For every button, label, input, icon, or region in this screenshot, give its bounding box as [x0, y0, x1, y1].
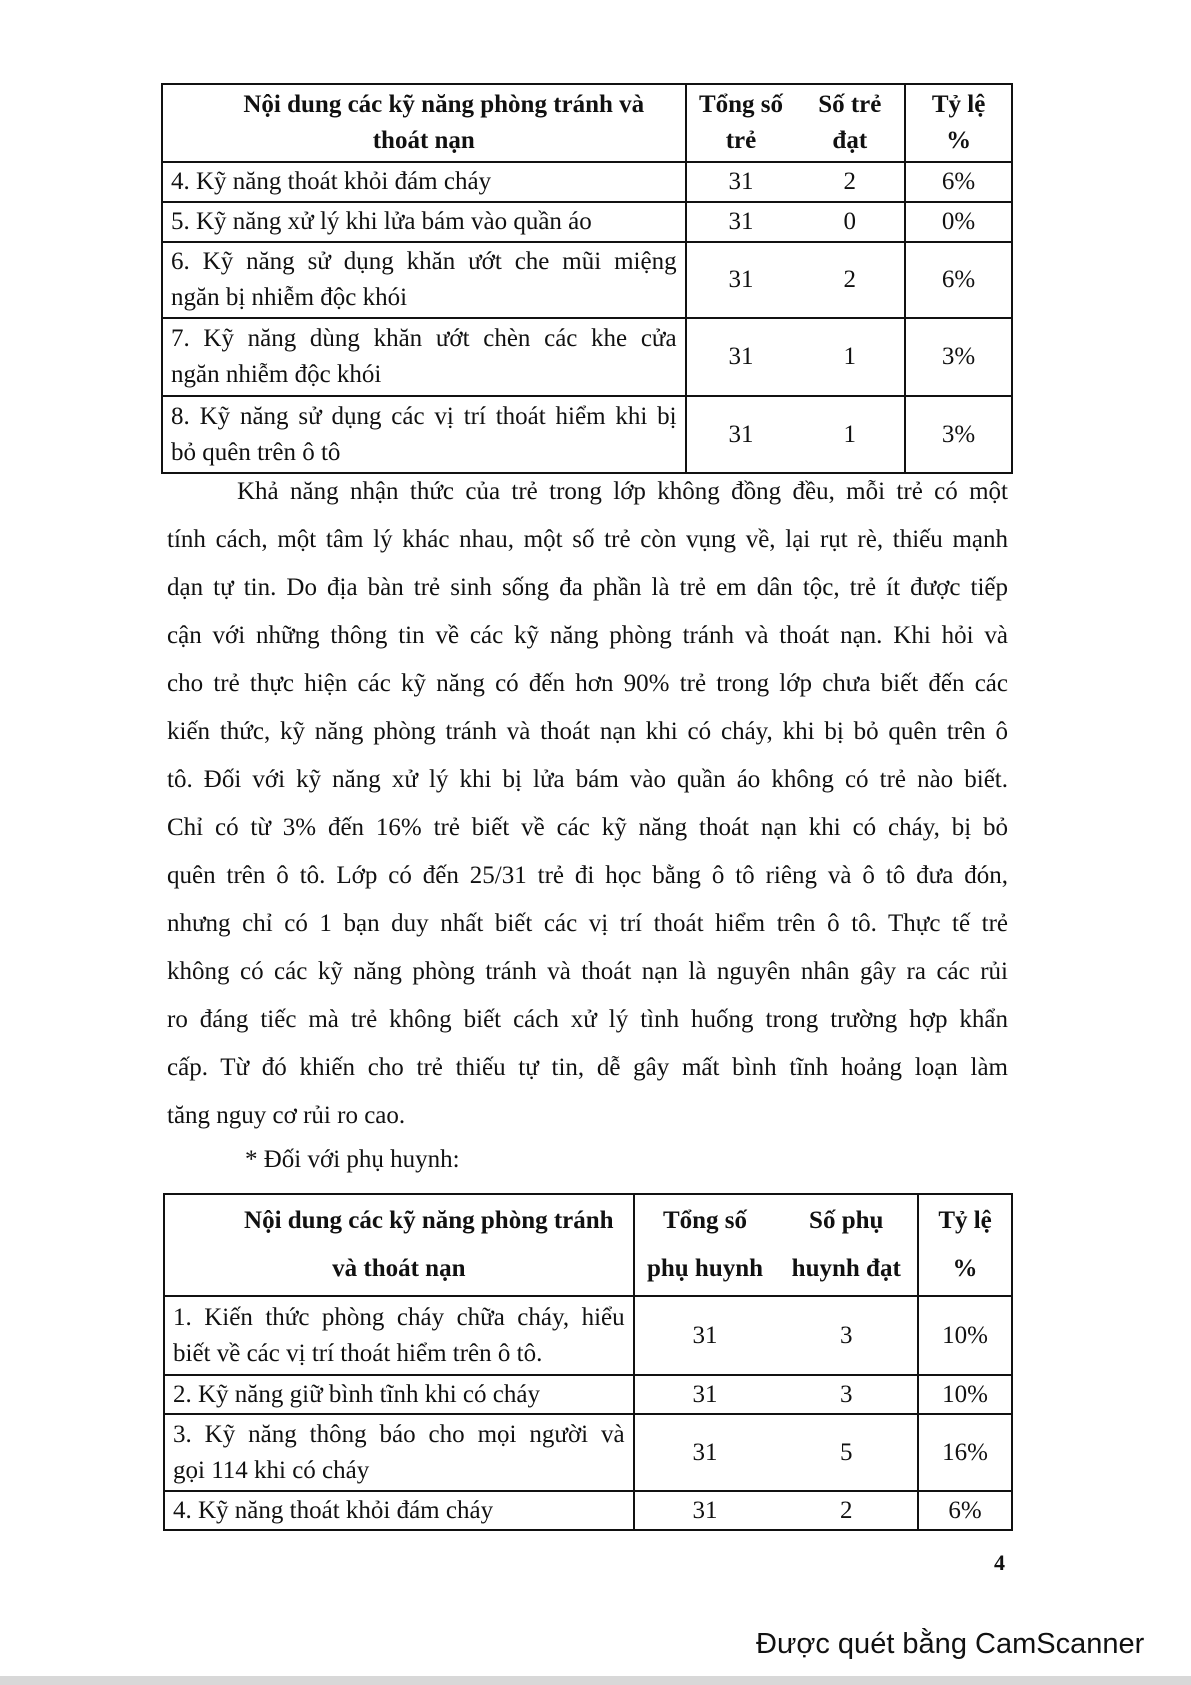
cell-total: 31: [686, 396, 796, 473]
cell-content: [164, 1414, 634, 1491]
paragraph-line: cho trẻ thực hiện các kỹ năng có đến hơn 90% trẻ trong lớp chưa biết đến các: [167, 670, 1008, 697]
cell-rate: 10%: [918, 1296, 1012, 1375]
cell-total: 31: [634, 1414, 776, 1491]
cell-rate: 16%: [918, 1414, 1012, 1491]
header-total: [634, 1194, 776, 1296]
cell-achieved: 5: [775, 1414, 918, 1491]
header-content: [164, 1194, 634, 1296]
cell-content: [162, 202, 686, 242]
cell-content: [162, 162, 686, 202]
cell-total: 31: [686, 318, 796, 396]
cell-rate: 3%: [905, 396, 1012, 473]
paragraph-line: Chỉ có từ 3% đến 16% trẻ biết về các kỹ năng thoát nạn khi có cháy, bị bỏ: [167, 814, 1008, 841]
header-line: phụ huynh: [646, 1255, 764, 1282]
paragraph-line: tăng nguy cơ rủi ro cao.: [167, 1102, 406, 1129]
content-line: ngăn nhiễm độc khói: [171, 361, 382, 388]
cell-total: 31: [634, 1491, 776, 1530]
content-line: 3. Kỹ năng thông báo cho mọi người và: [173, 1420, 625, 1448]
cell-rate: 3%: [905, 318, 1012, 396]
table-header-row: [162, 84, 1012, 162]
page-number: 4: [994, 1550, 1005, 1575]
parents-skills-table: [163, 1193, 1013, 1531]
header-achieved: [775, 1194, 918, 1296]
cell-achieved: 2: [775, 1491, 918, 1530]
camscanner-watermark: Được quét bằng CamScanner: [756, 1628, 1145, 1660]
content-line: 6. Kỹ năng sử dụng khăn ướt che mũi miệng: [171, 248, 677, 275]
header-line: Nội dung các kỹ năng phòng tránh: [244, 1207, 614, 1234]
section-subheading: * Đối với phụ huynh:: [245, 1146, 460, 1173]
header-total: [686, 84, 796, 162]
content-line: 2. Kỹ năng giữ bình tĩnh khi có cháy: [173, 1380, 540, 1408]
header-content: [162, 84, 686, 162]
table-row: [162, 202, 1012, 242]
paragraph-line: nhưng chỉ có 1 bạn duy nhất biết các vị trí thoát hiểm trên ô tô. Thực tế trẻ: [167, 910, 1008, 937]
header-line: Tổng số: [698, 91, 784, 118]
table-row: [162, 242, 1012, 318]
cell-achieved: 2: [795, 242, 905, 318]
cell-achieved: 3: [775, 1375, 918, 1414]
content-line: 1. Kiến thức phòng cháy chữa cháy, hiểu: [173, 1303, 625, 1331]
cell-total: 31: [686, 162, 796, 202]
content-line: 4. Kỹ năng thoát khỏi đám cháy: [173, 1496, 494, 1524]
content-line: 8. Kỹ năng sử dụng các vị trí thoát hiểm khi bị: [171, 402, 677, 430]
header-line: và thoát nạn: [332, 1255, 466, 1282]
header-line: Số phụ: [809, 1207, 884, 1234]
content-line: ngăn bị nhiễm độc khói: [171, 284, 408, 311]
cell-total: 31: [686, 202, 796, 242]
cell-content: [164, 1296, 634, 1375]
header-line: thoát nạn: [372, 127, 475, 154]
scan-edge-strip: [0, 1676, 1191, 1685]
cell-rate: 6%: [905, 162, 1012, 202]
cell-total: 31: [634, 1375, 776, 1414]
cell-content: [164, 1375, 634, 1414]
cell-rate: 10%: [918, 1375, 1012, 1414]
cell-achieved: 1: [795, 396, 905, 473]
paragraph-line: quên trên ô tô. Lớp có đến 25/31 trẻ đi học bằng ô tô riêng và ô tô đưa đón,: [167, 862, 1008, 889]
cell-total: 31: [634, 1296, 776, 1375]
cell-rate: 0%: [905, 202, 1012, 242]
cell-rate: 6%: [905, 242, 1012, 318]
paragraph-line: ro đáng tiếc mà trẻ không biết cách xử lý tình huống trong trường hợp khẩn: [167, 1006, 1008, 1033]
header-line: huynh đạt: [791, 1255, 901, 1282]
cell-achieved: 1: [795, 318, 905, 396]
header-achieved: [795, 84, 905, 162]
cell-content: [164, 1491, 634, 1530]
header-line: %: [952, 1255, 978, 1282]
content-line: 5. Kỹ năng xử lý khi lửa bám vào quần áo: [171, 208, 592, 235]
cell-content: [162, 318, 686, 396]
cell-content: [162, 242, 686, 318]
header-line: %: [946, 127, 972, 154]
header-line: đạt: [832, 127, 868, 154]
cell-total: 31: [686, 242, 796, 318]
content-line: 7. Kỹ năng dùng khăn ướt chèn các khe cửa: [171, 325, 677, 352]
paragraph-line: cận với những thông tin về các kỹ năng phòng tránh và thoát nạn. Khi hỏi và: [167, 622, 1008, 649]
cell-achieved: 2: [795, 162, 905, 202]
content-line: gọi 114 khi có cháy: [173, 1456, 370, 1484]
content-line: 4. Kỹ năng thoát khỏi đám cháy: [171, 168, 492, 195]
paragraph-line: tính cách, một tâm lý khác nhau, một số trẻ còn vụng về, lại rụt rè, thiếu mạnh: [167, 526, 1008, 553]
table-row: [162, 318, 1012, 396]
header-line: trẻ: [725, 127, 757, 154]
cell-achieved: 0: [795, 202, 905, 242]
header-line: Tổng số: [662, 1207, 748, 1234]
header-line: Tỷ lệ: [938, 1207, 992, 1234]
paragraph-line: cấp. Từ đó khiến cho trẻ thiếu tự tin, dễ gây mất bình tĩnh hoảng loạn làm: [167, 1054, 1008, 1081]
table-header-row: [164, 1194, 1012, 1296]
cell-achieved: 3: [775, 1296, 918, 1375]
paragraph-line: tô. Đối với kỹ năng xử lý khi bị lửa bám vào quần áo không có trẻ nào biết.: [167, 766, 1008, 793]
table-row: [162, 396, 1012, 473]
header-line: Số trẻ: [818, 91, 882, 118]
table-row: [164, 1414, 1012, 1491]
paragraph-line: dạn tự tin. Do địa bàn trẻ sinh sống đa phần là trẻ em dân tộc, trẻ ít được tiếp: [167, 574, 1008, 601]
header-rate: [918, 1194, 1012, 1296]
paragraph-line: Khả năng nhận thức của trẻ trong lớp không đồng đều, mỗi trẻ có một: [237, 478, 1008, 505]
table-row: [164, 1491, 1012, 1530]
paragraph-line: không có các kỹ năng phòng tránh và thoát nạn là nguyên nhân gây ra các rủi: [167, 958, 1008, 985]
header-line: Tỷ lệ: [931, 91, 986, 118]
table-row: [164, 1375, 1012, 1414]
paragraph-line: kiến thức, kỹ năng phòng tránh và thoát nạn khi có cháy, khi bị bỏ quên trên ô: [167, 718, 1008, 745]
table-row: [162, 162, 1012, 202]
body-paragraph: [167, 468, 1008, 1140]
table-row: [164, 1296, 1012, 1375]
children-skills-table: [161, 83, 1013, 474]
content-line: bỏ quên trên ô tô: [171, 438, 341, 466]
cell-rate: 6%: [918, 1491, 1012, 1530]
header-rate: [905, 84, 1012, 162]
cell-content: [162, 396, 686, 473]
content-line: biết về các vị trí thoát hiểm trên ô tô.: [173, 1339, 543, 1367]
header-line: Nội dung các kỹ năng phòng tránh và: [243, 91, 645, 118]
